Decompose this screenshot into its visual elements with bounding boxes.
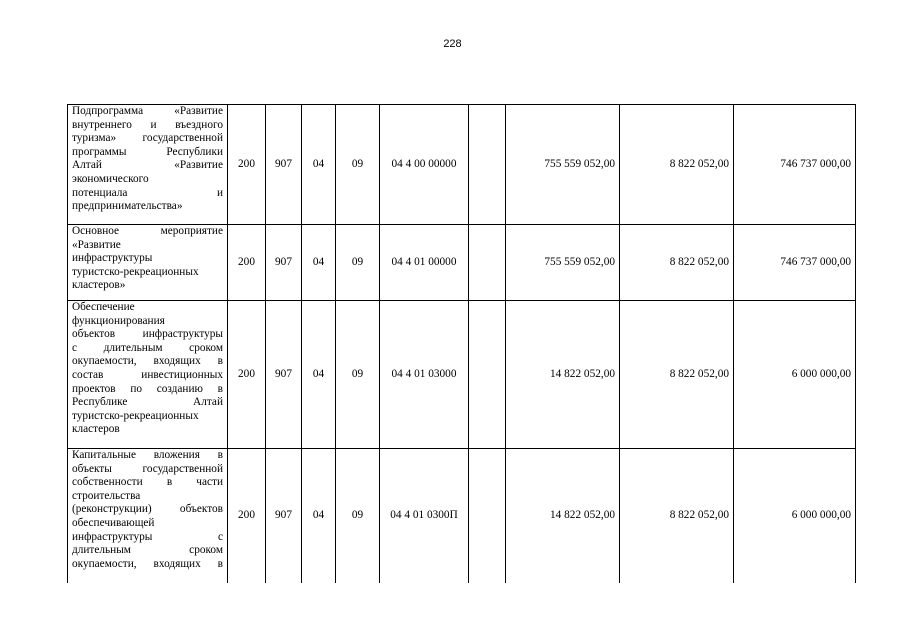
row-name-line: программы Республики: [72, 145, 223, 158]
row-name-line: Основное мероприятие: [72, 225, 223, 237]
row-name-cell: [68, 225, 228, 301]
ministry-code-cell: 200: [228, 225, 266, 301]
row-name-line: Республике Алтай: [72, 396, 223, 409]
row-name-line: инфраструктуры с: [72, 530, 223, 543]
row-name-line: «Развитие: [72, 238, 121, 251]
ministry-code-cell: 200: [228, 449, 266, 583]
subsection-code-cell: 04: [302, 225, 336, 301]
target-article-cell: 04 4 01 03000: [380, 301, 469, 449]
row-name-line: строительства: [72, 489, 141, 502]
amount-second-cell: 8 822 052,00: [620, 105, 734, 225]
row-name-line: обеспечивающей: [72, 516, 155, 529]
budget-table: [67, 104, 856, 583]
row-name-line: инфраструктуры: [72, 252, 153, 265]
amount-second-cell: 8 822 052,00: [620, 449, 734, 583]
row-name-line: экономического: [72, 172, 149, 185]
row-name-cell: [68, 105, 228, 225]
row-name-line: туризма» государственной: [72, 132, 223, 145]
amount-total-cell: 14 822 052,00: [506, 449, 620, 583]
row-name-line: (реконструкции) объектов: [72, 503, 223, 516]
subsection-code-cell: 04: [302, 301, 336, 449]
row-name-line: кластеров»: [72, 279, 126, 292]
row-name-line: кластеров: [72, 423, 120, 436]
row-name-line: состав инвестиционных: [72, 368, 223, 381]
subsection2-code-cell: 09: [336, 449, 380, 583]
row-name-line: окупаемости, входящих в: [72, 557, 223, 570]
amount-total-cell: 14 822 052,00: [506, 301, 620, 449]
row-name-line: Обеспечение: [72, 301, 135, 313]
row-name-cell: [68, 449, 228, 583]
subsection2-code-cell: 09: [336, 225, 380, 301]
section-code-cell: 907: [266, 301, 302, 449]
ministry-code-cell: 200: [228, 301, 266, 449]
subsection2-code-cell: 09: [336, 301, 380, 449]
row-name-cell: [68, 301, 228, 449]
amount-second-cell: 8 822 052,00: [620, 301, 734, 449]
amount-total-cell: 755 559 052,00: [506, 225, 620, 301]
target-article-cell: 04 4 01 0300П: [380, 449, 469, 583]
subsection2-code-cell: 09: [336, 105, 380, 225]
table-row: [68, 225, 856, 301]
row-name-line: Подпрограмма «Развитие: [72, 105, 223, 117]
table-row: [68, 449, 856, 583]
row-name-line: Капитальные вложения в: [72, 449, 223, 461]
row-name-line: объекты государственной: [72, 462, 223, 475]
amount-third-cell: 746 737 000,00: [734, 105, 856, 225]
row-name-line: окупаемости, входящих в: [72, 355, 223, 368]
row-name-line: Алтай «Развитие: [72, 159, 223, 172]
row-name-line: внутреннего и въездного: [72, 118, 223, 131]
amount-third-cell: 6 000 000,00: [734, 301, 856, 449]
expense-type-cell: [469, 449, 506, 583]
table-row: [68, 105, 856, 225]
row-name-line: объектов инфраструктуры: [72, 328, 223, 341]
amount-third-cell: 746 737 000,00: [734, 225, 856, 301]
row-name-line: с длительным сроком: [72, 341, 223, 354]
target-article-cell: 04 4 00 00000: [380, 105, 469, 225]
section-code-cell: 907: [266, 449, 302, 583]
section-code-cell: 907: [266, 105, 302, 225]
expense-type-cell: [469, 301, 506, 449]
page-number: 228: [443, 38, 462, 50]
section-code-cell: 907: [266, 225, 302, 301]
subsection-code-cell: 04: [302, 105, 336, 225]
expense-type-cell: [469, 105, 506, 225]
row-name-line: туристско-рекреационных: [72, 265, 199, 278]
subsection-code-cell: 04: [302, 449, 336, 583]
row-name-line: предпринимательства»: [72, 200, 183, 213]
row-name-line: функционирования: [72, 314, 165, 327]
row-name-line: длительным сроком: [72, 544, 223, 557]
expense-type-cell: [469, 225, 506, 301]
target-article-cell: 04 4 01 00000: [380, 225, 469, 301]
row-name-line: собственности в части: [72, 476, 223, 489]
row-name-line: туристско-рекреационных: [72, 409, 199, 422]
table-body: [68, 105, 856, 583]
table-row: [68, 301, 856, 449]
amount-second-cell: 8 822 052,00: [620, 225, 734, 301]
amount-total-cell: 755 559 052,00: [506, 105, 620, 225]
ministry-code-cell: 200: [228, 105, 266, 225]
amount-third-cell: 6 000 000,00: [734, 449, 856, 583]
row-name-line: потенциала и: [72, 186, 223, 199]
row-name-line: проектов по созданию в: [72, 382, 223, 395]
